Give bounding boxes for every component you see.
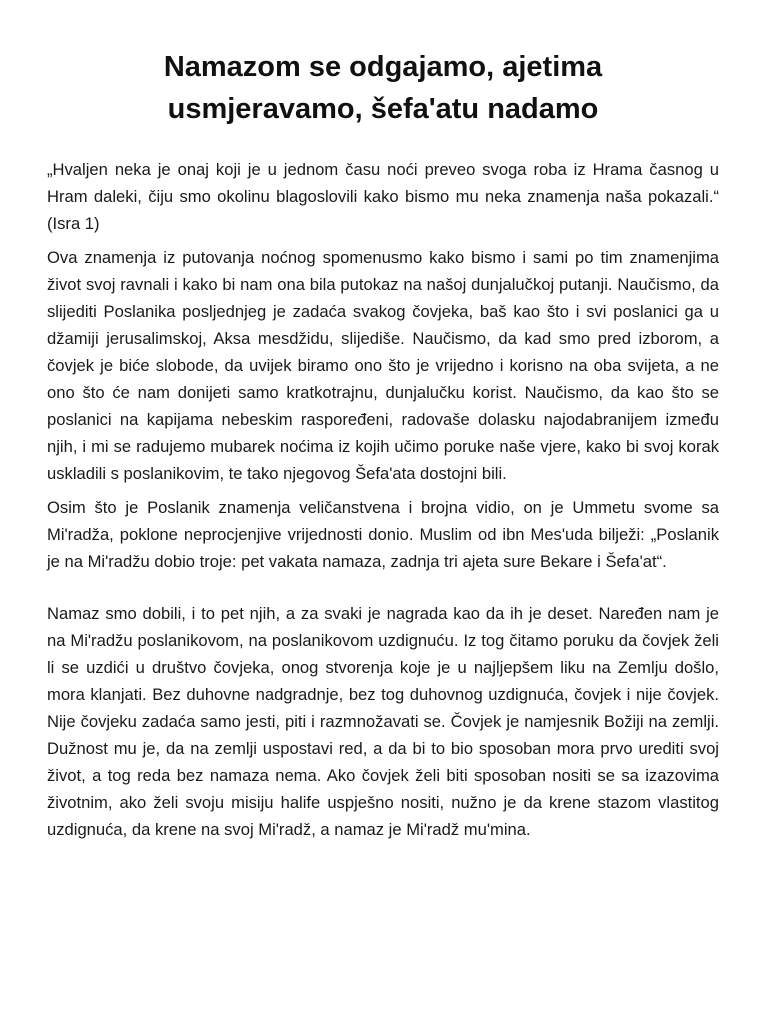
body-paragraph-2: Osim što je Poslanik znamenja veličanstvena i brojna vidio, on je Ummetu svome sa Mi'radža, poklone neprocjenjive vrijednosti donio. Muslim od ibn Mes'uda bilježi: „Poslanik je na Mi'radžu dobio troje: pet vakata namaza, zadnja tri ajeta sure Bekare i Šefa'at“.: [47, 498, 719, 571]
body-paragraph-3: Namaz smo dobili, i to pet njih, a za svaki je nagrada kao da ih je deset. Naređen nam je na Mi'radžu poslanikovom, na poslanikovom uzdignuću. Iz tog čitamo poruku da čovjek želi li se uzdići u društvo čovjeka, onog stvorenja koje je u najljepšem liku na Zemlju došlo, mora klanjati. Bez duhovne nadgradnje, bez tog duhovnog uzdignuća, čovjek i nije čovjek. Nije čovjeku zadaća samo jesti, piti i razmnožavati se. Čovjek je namjesnik Božiji na zemlji. Dužnost mu je, da na zemlji uspostavi red, a da bi to bio sposoban mora prvo urediti svoj život, a tog reda bez namaza nema. Ako čovjek želi biti sposoban nositi se sa izazovima životnim, ako želi svoju misiju halife uspješno nositi, nužno je da krene stazom vlastitog uzdignuća, da krene na svoj Mi'radž, a namaz je Mi'radž mu'mina.: [47, 604, 719, 839]
document-page: [47, 46, 719, 850]
title-line-1: Namazom se odgajamo, ajetima: [163, 51, 603, 83]
page-title: [47, 46, 719, 130]
body-paragraph-1: Ova znamenja iz putovanja noćnog spomenusmo kako bismo i sami po tim znamenjima život svoj ravnali i kako bi nam ona bila putokaz na našoj dunjalučkoj putanji. Naučismo, da slijediti Poslanika posljednjeg je zadaća svakog čovjeka, baš kao što i svi poslanici ga u džamiji jerusalimskoj, Aksa mesdžidu, slijediše. Naučismo, da kad smo pred izborom, a čovjek je biće slobode, da uvijek biramo ono što je vrijedno i korisno na oba svijeta, a ne ono što će nam donijeti samo kratkotrajnu, dunjalučku korist. Naučismo, da kao što se poslanici na kapijama nebeskim raspoređeni, radovaše dolasku najodabranijem između njih, i mi se radujemo mubarek noćima iz kojih učimo poruke naše vjere, kako bi svoj korak uskladili s poslanikovim, te tako njegovog Šefa'ata dostojni bili.: [47, 248, 719, 483]
title-line-2: usmjeravamo, šefa'atu nadamo: [167, 93, 599, 125]
quote-paragraph: „Hvaljen neka je onaj koji je u jednom času noći preveo svoga roba iz Hrama časnog u Hram daleki, čiju smo okolinu blagoslovili kako bismo mu neka znamenja naša pokazali.“ (Isra 1): [47, 160, 719, 233]
